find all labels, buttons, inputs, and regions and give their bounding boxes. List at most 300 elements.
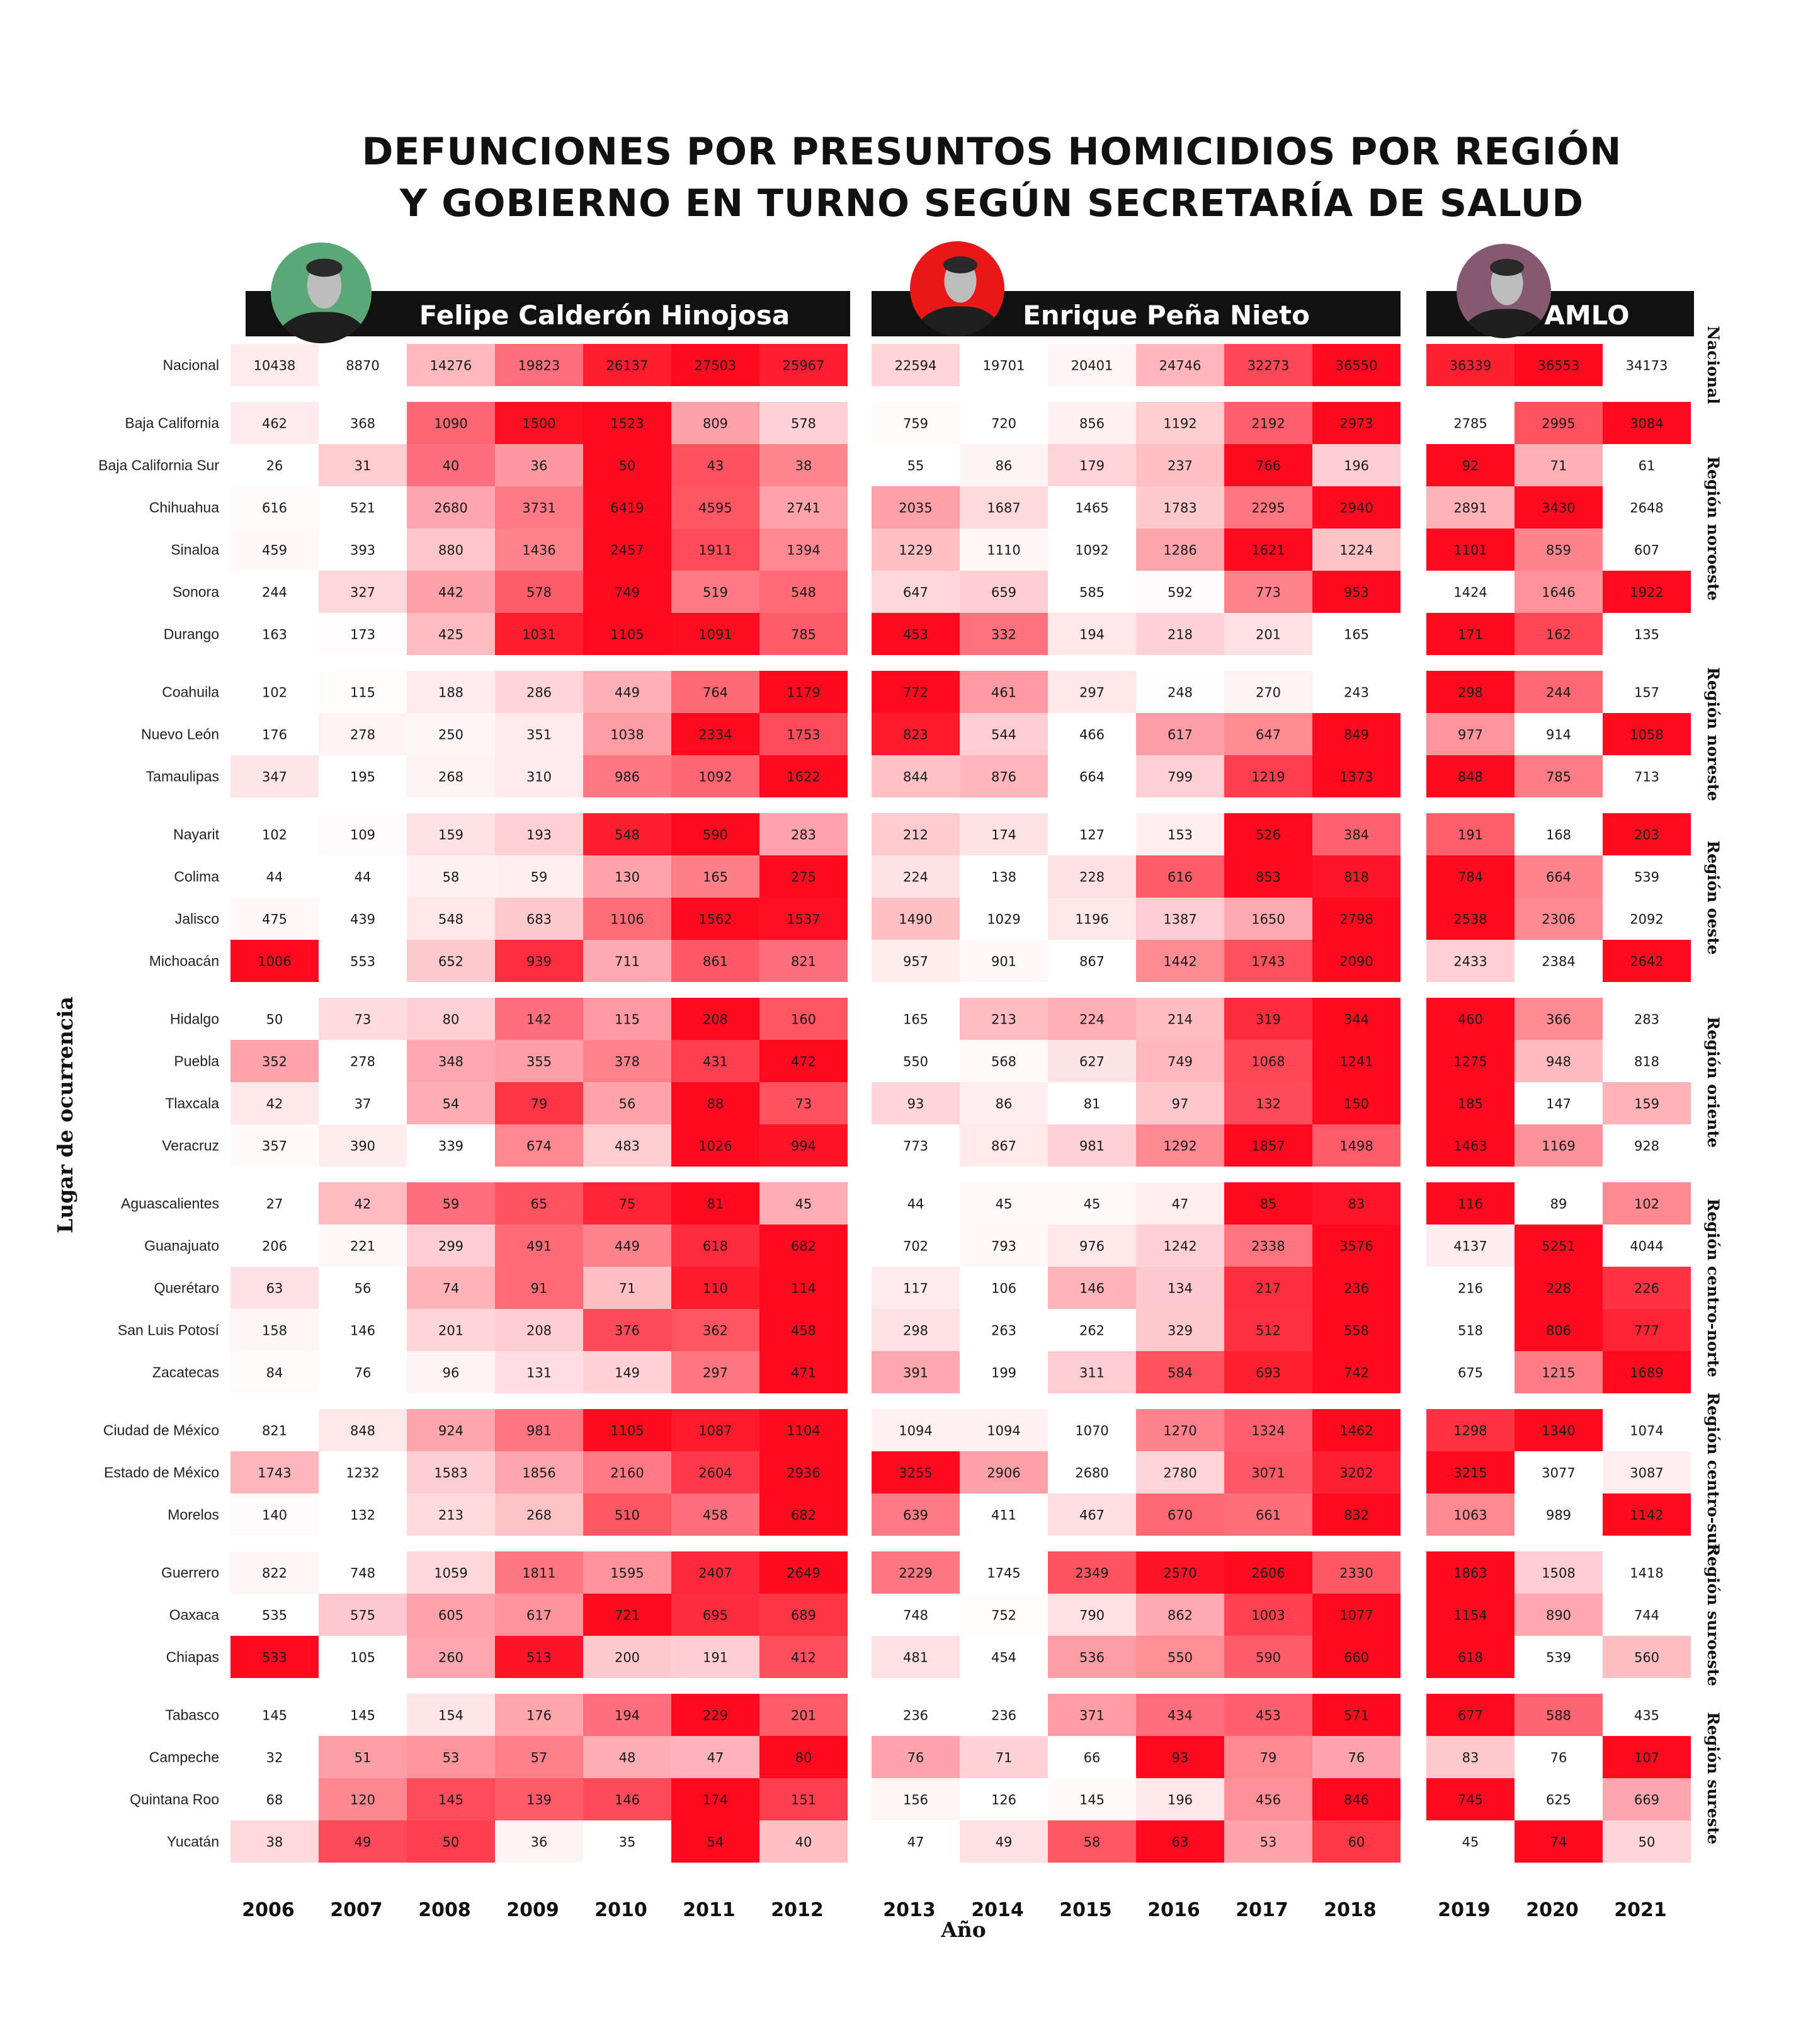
row-label-chiapas: Chiapas	[166, 1648, 219, 1665]
cell-label-michoacan-2007: 553	[350, 954, 376, 969]
cell-label-colima-2017: 853	[1255, 869, 1282, 885]
cell-label-tlaxcala-2010: 56	[618, 1096, 636, 1112]
portrait-calderon-icon-hair	[306, 259, 343, 277]
government-banners	[246, 241, 1694, 343]
cell-label-durango-2021: 135	[1634, 627, 1660, 642]
cell-label-yucatan-2019: 45	[1462, 1834, 1479, 1850]
cell-label-durango-2013: 453	[902, 627, 929, 642]
cell-label-chihuahua-2010: 6419	[610, 500, 644, 516]
cell-label-baja-california-sur-2015: 179	[1079, 458, 1105, 474]
cell-label-chihuahua-2019: 2891	[1453, 500, 1487, 516]
cell-label-hidalgo-2008: 80	[442, 1012, 460, 1027]
region-label-region-centro-norte: Región centro-norte	[1704, 1198, 1722, 1378]
cell-label-veracruz-2009: 674	[526, 1138, 552, 1154]
cell-label-chiapas-2018: 660	[1343, 1650, 1370, 1665]
cell-label-puebla-2007: 278	[350, 1054, 376, 1070]
cell-label-colima-2010: 130	[614, 869, 640, 885]
cell-label-chihuahua-2013: 2035	[899, 500, 933, 516]
portrait-pena-nieto-icon-hair	[943, 256, 977, 273]
cell-label-campeche-2021: 107	[1634, 1750, 1660, 1766]
cell-label-chiapas-2007: 105	[350, 1650, 376, 1665]
row-label-baja-california: Baja California	[125, 414, 219, 431]
cell-label-chiapas-2013: 481	[902, 1650, 929, 1665]
year-label-2010: 2010	[594, 1899, 647, 1921]
cell-label-tamaulipas-2013: 844	[902, 769, 929, 785]
cell-label-jalisco-2010: 1106	[610, 911, 644, 927]
banner-label-felipe-calderon-hinojosa: Felipe Calderón Hinojosa	[419, 300, 790, 331]
cell-label-guerrero-2008: 1059	[434, 1565, 468, 1581]
cell-label-baja-california-sur-2021: 61	[1638, 458, 1656, 474]
cell-label-estado-de-mexico-2017: 3071	[1251, 1465, 1285, 1481]
row-label-tabasco: Tabasco	[165, 1706, 219, 1723]
cell-label-nayarit-2011: 590	[702, 827, 729, 843]
cell-label-baja-california-2013: 759	[902, 416, 929, 431]
cell-label-sinaloa-2007: 393	[350, 542, 376, 558]
banner-label-enrique-pena-nieto: Enrique Peña Nieto	[1023, 300, 1310, 331]
cell-label-tabasco-2016: 434	[1167, 1708, 1193, 1723]
cell-label-hidalgo-2009: 142	[526, 1012, 552, 1027]
cell-label-sonora-2009: 578	[526, 585, 552, 600]
year-label-2007: 2007	[330, 1899, 383, 1921]
cell-label-aguascalientes-2011: 81	[707, 1196, 724, 1212]
cell-label-nuevo-leon-2010: 1038	[610, 727, 644, 743]
cell-label-coahuila-2015: 297	[1079, 685, 1105, 700]
cell-label-coahuila-2007: 115	[350, 685, 376, 700]
cell-label-quintana-roo-2019: 745	[1457, 1792, 1484, 1808]
cell-label-colima-2015: 228	[1079, 869, 1105, 885]
cell-label-puebla-2015: 627	[1079, 1054, 1105, 1070]
cell-label-oaxaca-2011: 695	[702, 1607, 729, 1623]
cell-label-veracruz-2016: 1292	[1163, 1138, 1197, 1154]
cell-label-quintana-roo-2017: 456	[1255, 1792, 1282, 1808]
cell-label-yucatan-2021: 50	[1638, 1834, 1656, 1850]
cell-label-colima-2009: 59	[530, 869, 548, 885]
cell-label-baja-california-sur-2007: 31	[354, 458, 372, 474]
cell-label-nayarit-2007: 109	[350, 827, 376, 843]
cell-label-oaxaca-2010: 721	[614, 1607, 640, 1623]
cell-label-hidalgo-2021: 283	[1634, 1012, 1660, 1027]
cell-label-sinaloa-2006: 459	[261, 542, 288, 558]
cell-label-hidalgo-2019: 460	[1457, 1012, 1484, 1027]
row-label-yucatan: Yucatán	[166, 1833, 219, 1850]
region-label-region-suroeste: Región suroeste	[1704, 1543, 1722, 1686]
cell-label-nacional-2020: 36553	[1537, 358, 1580, 374]
cell-label-michoacan-2016: 1442	[1163, 954, 1197, 969]
cell-label-estado-de-mexico-2021: 3087	[1630, 1465, 1664, 1481]
cell-label-san-luis-potosi-2009: 208	[526, 1323, 552, 1339]
cell-label-quintana-roo-2018: 846	[1343, 1792, 1370, 1808]
cell-label-nuevo-leon-2013: 823	[902, 727, 929, 743]
cell-label-oaxaca-2008: 605	[438, 1607, 464, 1623]
cell-label-guerrero-2018: 2330	[1339, 1565, 1373, 1581]
cell-label-campeche-2006: 32	[266, 1750, 283, 1766]
cell-label-guanajuato-2008: 299	[438, 1238, 464, 1254]
cell-label-morelos-2019: 1063	[1453, 1507, 1487, 1523]
cell-label-chihuahua-2011: 4595	[698, 500, 732, 516]
cell-label-durango-2009: 1031	[522, 627, 556, 642]
cell-label-nacional-2014: 19701	[982, 358, 1025, 374]
cell-label-hidalgo-2013: 165	[902, 1012, 929, 1027]
cell-label-tabasco-2013: 236	[902, 1708, 929, 1723]
cell-label-estado-de-mexico-2012: 2936	[787, 1465, 821, 1481]
cell-label-guerrero-2009: 1811	[522, 1565, 556, 1581]
cell-label-yucatan-2010: 35	[618, 1834, 636, 1850]
cell-label-tamaulipas-2019: 848	[1457, 769, 1484, 785]
cell-label-zacatecas-2008: 96	[442, 1365, 460, 1381]
cell-label-nuevo-leon-2012: 1753	[787, 727, 821, 743]
row-label-campeche: Campeche	[149, 1749, 219, 1766]
cell-label-estado-de-mexico-2013: 3255	[899, 1465, 933, 1481]
row-label-tlaxcala: Tlaxcala	[165, 1095, 219, 1112]
cell-label-guanajuato-2011: 618	[702, 1238, 729, 1254]
cell-label-chihuahua-2018: 2940	[1339, 500, 1373, 516]
cell-label-queretaro-2018: 236	[1343, 1281, 1370, 1296]
heatmap-cells	[230, 344, 1691, 1863]
cell-label-nacional-2012: 25967	[782, 358, 825, 374]
cell-label-estado-de-mexico-2006: 1743	[258, 1465, 292, 1481]
region-label-region-oeste: Región oeste	[1704, 840, 1722, 955]
cell-label-yucatan-2009: 36	[530, 1834, 548, 1850]
cell-label-durango-2012: 785	[790, 627, 817, 642]
cell-label-chiapas-2009: 513	[526, 1650, 552, 1665]
cell-label-sonora-2010: 749	[614, 585, 640, 600]
cell-label-nayarit-2012: 283	[790, 827, 817, 843]
cell-label-puebla-2013: 550	[902, 1054, 929, 1070]
cell-label-nacional-2019: 36339	[1449, 358, 1492, 374]
cell-label-aguascalientes-2020: 89	[1550, 1196, 1567, 1212]
cell-label-guanajuato-2017: 2338	[1251, 1238, 1285, 1254]
cell-label-michoacan-2011: 861	[702, 954, 729, 969]
cell-label-morelos-2009: 268	[526, 1507, 552, 1523]
cell-label-morelos-2016: 670	[1167, 1507, 1193, 1523]
cell-label-guanajuato-2014: 793	[991, 1238, 1017, 1254]
cell-label-nacional-2009: 19823	[518, 358, 560, 374]
cell-label-colima-2013: 224	[902, 869, 929, 885]
cell-label-chihuahua-2006: 616	[261, 500, 288, 516]
cell-label-sinaloa-2016: 1286	[1163, 542, 1197, 558]
cell-label-coahuila-2013: 772	[902, 685, 929, 700]
cell-label-quintana-roo-2010: 146	[614, 1792, 640, 1808]
region-labels	[1704, 326, 1722, 1844]
chart-title-line-1: DEFUNCIONES POR PRESUNTOS HOMICIDIOS POR REGIÓN	[361, 130, 1622, 174]
year-label-2006: 2006	[242, 1899, 295, 1921]
cell-label-campeche-2014: 71	[995, 1750, 1013, 1766]
cell-label-jalisco-2014: 1029	[987, 911, 1021, 927]
cell-label-morelos-2012: 682	[790, 1507, 817, 1523]
cell-label-sinaloa-2011: 1911	[698, 542, 732, 558]
cell-label-coahuila-2008: 188	[438, 685, 464, 700]
cell-label-nacional-2007: 8870	[346, 358, 380, 374]
cell-label-baja-california-sur-2020: 71	[1550, 458, 1567, 474]
cell-label-san-luis-potosi-2020: 806	[1545, 1323, 1572, 1339]
year-label-2009: 2009	[506, 1899, 559, 1921]
cell-label-tamaulipas-2021: 713	[1634, 769, 1660, 785]
cell-label-campeche-2007: 51	[354, 1750, 372, 1766]
cell-label-hidalgo-2016: 214	[1167, 1012, 1193, 1027]
cell-label-estado-de-mexico-2018: 3202	[1339, 1465, 1373, 1481]
cell-label-ciudad-de-mexico-2010: 1105	[610, 1423, 644, 1439]
cell-label-chihuahua-2020: 3430	[1542, 500, 1576, 516]
cell-label-sinaloa-2015: 1092	[1075, 542, 1109, 558]
cell-label-michoacan-2015: 867	[1079, 954, 1105, 969]
cell-label-baja-california-sur-2013: 55	[907, 458, 924, 474]
row-label-veracruz: Veracruz	[162, 1137, 219, 1154]
cell-label-baja-california-2018: 2973	[1339, 416, 1373, 431]
row-label-nayarit: Nayarit	[173, 826, 219, 843]
cell-label-hidalgo-2011: 208	[702, 1012, 729, 1027]
cell-label-ciudad-de-mexico-2019: 1298	[1453, 1423, 1487, 1439]
cell-label-jalisco-2008: 548	[438, 911, 464, 927]
cell-label-baja-california-2006: 462	[261, 416, 288, 431]
cell-label-san-luis-potosi-2019: 518	[1457, 1323, 1484, 1339]
cell-label-sinaloa-2012: 1394	[787, 542, 821, 558]
row-label-tamaulipas: Tamaulipas	[145, 768, 219, 785]
cell-label-tabasco-2008: 154	[438, 1708, 464, 1723]
cell-label-baja-california-2008: 1090	[434, 416, 468, 431]
cell-label-zacatecas-2015: 311	[1079, 1365, 1105, 1381]
cell-label-ciudad-de-mexico-2020: 1340	[1542, 1423, 1576, 1439]
cell-label-sonora-2020: 1646	[1542, 585, 1576, 600]
cell-label-nayarit-2017: 526	[1255, 827, 1282, 843]
cell-label-sinaloa-2020: 859	[1545, 542, 1572, 558]
cell-label-coahuila-2017: 270	[1255, 685, 1282, 700]
cell-label-michoacan-2014: 901	[991, 954, 1017, 969]
cell-label-tabasco-2018: 571	[1343, 1708, 1370, 1723]
cell-label-colima-2011: 165	[702, 869, 729, 885]
year-label-2021: 2021	[1614, 1899, 1667, 1921]
y-axis-title: Lugar de ocurrencia	[53, 996, 77, 1233]
cell-label-durango-2006: 163	[261, 627, 288, 642]
cell-label-yucatan-2013: 47	[907, 1834, 924, 1850]
cell-label-zacatecas-2012: 471	[790, 1365, 817, 1381]
row-label-estado-de-mexico: Estado de México	[104, 1464, 219, 1481]
cell-label-yucatan-2017: 53	[1259, 1834, 1277, 1850]
cell-label-queretaro-2017: 217	[1255, 1281, 1282, 1296]
cell-label-coahuila-2018: 243	[1343, 685, 1370, 700]
cell-label-tlaxcala-2009: 79	[530, 1096, 548, 1112]
row-label-morelos: Morelos	[168, 1506, 219, 1523]
cell-label-baja-california-2010: 1523	[610, 416, 644, 431]
cell-label-puebla-2008: 348	[438, 1054, 464, 1070]
cell-label-tabasco-2020: 588	[1545, 1708, 1572, 1723]
cell-label-yucatan-2018: 60	[1348, 1834, 1365, 1850]
cell-label-jalisco-2020: 2306	[1542, 911, 1576, 927]
cell-label-guerrero-2021: 1418	[1630, 1565, 1664, 1581]
cell-label-zacatecas-2007: 76	[354, 1365, 372, 1381]
cell-label-quintana-roo-2009: 139	[526, 1792, 552, 1808]
cell-label-nacional-2021: 34173	[1625, 358, 1668, 374]
cell-label-queretaro-2013: 117	[902, 1281, 929, 1296]
cell-label-san-luis-potosi-2008: 201	[438, 1323, 464, 1339]
cell-label-campeche-2015: 66	[1083, 1750, 1101, 1766]
cell-label-sinaloa-2019: 1101	[1453, 542, 1487, 558]
cell-label-guerrero-2006: 822	[261, 1565, 288, 1581]
cell-label-estado-de-mexico-2014: 2906	[987, 1465, 1021, 1481]
cell-label-chihuahua-2015: 1465	[1075, 500, 1109, 516]
cell-label-michoacan-2012: 821	[790, 954, 817, 969]
cell-label-hidalgo-2007: 73	[354, 1012, 372, 1027]
cell-label-veracruz-2008: 339	[438, 1138, 464, 1154]
cell-label-zacatecas-2014: 199	[991, 1365, 1017, 1381]
cell-label-queretaro-2010: 71	[618, 1281, 636, 1296]
row-label-sonora: Sonora	[172, 583, 219, 600]
cell-label-nayarit-2021: 203	[1634, 827, 1660, 843]
cell-label-estado-de-mexico-2011: 2604	[698, 1465, 732, 1481]
cell-label-baja-california-sur-2010: 50	[618, 458, 636, 474]
cell-label-sonora-2006: 244	[261, 585, 288, 600]
cell-label-nuevo-leon-2017: 647	[1255, 727, 1282, 743]
cell-label-guerrero-2010: 1595	[610, 1565, 644, 1581]
cell-label-queretaro-2011: 110	[702, 1281, 729, 1296]
cell-label-nuevo-leon-2020: 914	[1545, 727, 1572, 743]
cell-label-puebla-2017: 1068	[1251, 1054, 1285, 1070]
cell-label-zacatecas-2011: 297	[702, 1365, 729, 1381]
cell-label-morelos-2017: 661	[1255, 1507, 1282, 1523]
cell-label-oaxaca-2009: 617	[526, 1607, 552, 1623]
cell-label-colima-2021: 539	[1634, 869, 1660, 885]
cell-label-hidalgo-2006: 50	[266, 1012, 283, 1027]
cell-label-oaxaca-2013: 748	[902, 1607, 929, 1623]
cell-label-tlaxcala-2019: 185	[1457, 1096, 1484, 1112]
cell-label-yucatan-2008: 50	[442, 1834, 460, 1850]
cell-label-chihuahua-2021: 2648	[1630, 500, 1664, 516]
cell-label-coahuila-2006: 102	[261, 685, 288, 700]
cell-label-tabasco-2019: 677	[1457, 1708, 1484, 1723]
cell-label-puebla-2018: 1241	[1339, 1054, 1373, 1070]
cell-label-baja-california-2011: 809	[702, 416, 729, 431]
cell-label-guanajuato-2010: 449	[614, 1238, 640, 1254]
cell-label-quintana-roo-2021: 669	[1634, 1792, 1660, 1808]
cell-label-nuevo-leon-2008: 250	[438, 727, 464, 743]
cell-label-puebla-2020: 948	[1545, 1054, 1572, 1070]
cell-label-tamaulipas-2006: 347	[261, 769, 288, 785]
cell-label-chihuahua-2017: 2295	[1251, 500, 1285, 516]
x-axis-title: Año	[941, 1917, 986, 1942]
row-label-hidalgo: Hidalgo	[170, 1010, 219, 1027]
cell-label-guerrero-2013: 2229	[899, 1565, 933, 1581]
row-label-chihuahua: Chihuahua	[149, 499, 219, 516]
cell-label-guerrero-2011: 2407	[698, 1565, 732, 1581]
cell-label-morelos-2008: 213	[438, 1507, 464, 1523]
cell-label-jalisco-2009: 683	[526, 911, 552, 927]
cell-label-sinaloa-2008: 880	[438, 542, 464, 558]
cell-label-tamaulipas-2020: 785	[1545, 769, 1572, 785]
row-label-quintana-roo: Quintana Roo	[130, 1791, 219, 1808]
cell-label-san-luis-potosi-2018: 558	[1343, 1323, 1370, 1339]
cell-label-nayarit-2018: 384	[1343, 827, 1370, 843]
cell-label-nacional-2006: 10438	[253, 358, 296, 374]
cell-label-morelos-2010: 510	[614, 1507, 640, 1523]
cell-label-chihuahua-2008: 2680	[434, 500, 468, 516]
row-label-michoacan: Michoacán	[149, 952, 219, 969]
cell-label-morelos-2011: 458	[702, 1507, 729, 1523]
cell-label-colima-2006: 44	[266, 869, 283, 885]
cell-label-sonora-2012: 548	[790, 585, 817, 600]
cell-label-durango-2018: 165	[1343, 627, 1370, 642]
cell-label-tlaxcala-2008: 54	[442, 1096, 460, 1112]
year-label-2020: 2020	[1526, 1899, 1579, 1921]
cell-label-queretaro-2008: 74	[442, 1281, 460, 1296]
cell-label-campeche-2019: 83	[1462, 1750, 1479, 1766]
cell-label-yucatan-2014: 49	[995, 1834, 1013, 1850]
cell-label-guanajuato-2016: 1242	[1163, 1238, 1197, 1254]
cell-label-tlaxcala-2014: 86	[995, 1096, 1013, 1112]
cell-label-quintana-roo-2014: 126	[991, 1792, 1017, 1808]
year-label-2008: 2008	[418, 1899, 471, 1921]
cell-label-quintana-roo-2011: 174	[702, 1792, 729, 1808]
cell-label-baja-california-sur-2018: 196	[1343, 458, 1370, 474]
cell-label-chiapas-2014: 454	[991, 1650, 1017, 1665]
cell-label-guerrero-2007: 748	[350, 1565, 376, 1581]
cell-label-ciudad-de-mexico-2018: 1462	[1339, 1423, 1373, 1439]
cell-label-puebla-2010: 378	[614, 1054, 640, 1070]
cell-label-coahuila-2011: 764	[702, 685, 729, 700]
cell-label-durango-2016: 218	[1167, 627, 1193, 642]
cell-label-quintana-roo-2008: 145	[438, 1792, 464, 1808]
cell-label-aguascalientes-2021: 102	[1634, 1196, 1660, 1212]
cell-label-sonora-2019: 1424	[1453, 585, 1487, 600]
cell-label-guerrero-2017: 2606	[1251, 1565, 1285, 1581]
cell-label-coahuila-2010: 449	[614, 685, 640, 700]
row-label-jalisco: Jalisco	[174, 910, 219, 927]
cell-label-coahuila-2014: 461	[991, 685, 1017, 700]
cell-label-oaxaca-2006: 535	[261, 1607, 288, 1623]
row-label-durango: Durango	[163, 625, 219, 642]
cell-label-jalisco-2007: 439	[350, 911, 376, 927]
cell-label-hidalgo-2010: 115	[614, 1012, 640, 1027]
cell-label-tamaulipas-2010: 986	[614, 769, 640, 785]
cell-label-nacional-2018: 36550	[1335, 358, 1378, 374]
cell-label-estado-de-mexico-2008: 1583	[434, 1465, 468, 1481]
cell-label-ciudad-de-mexico-2011: 1087	[698, 1423, 732, 1439]
cell-label-chiapas-2016: 550	[1167, 1650, 1193, 1665]
cell-label-guerrero-2012: 2649	[787, 1565, 821, 1581]
cell-label-nuevo-leon-2011: 2334	[698, 727, 732, 743]
cell-label-aguascalientes-2015: 45	[1083, 1196, 1101, 1212]
cell-label-puebla-2006: 352	[261, 1054, 288, 1070]
cell-label-nayarit-2016: 153	[1167, 827, 1193, 843]
cell-label-guerrero-2016: 2570	[1163, 1565, 1197, 1581]
cell-label-durango-2008: 425	[438, 627, 464, 642]
cell-label-nuevo-leon-2015: 466	[1079, 727, 1105, 743]
cell-label-san-luis-potosi-2017: 512	[1255, 1323, 1282, 1339]
row-label-baja-california-sur: Baja California Sur	[98, 457, 219, 474]
cell-label-campeche-2009: 57	[530, 1750, 548, 1766]
cell-label-chiapas-2012: 412	[790, 1650, 817, 1665]
cell-label-nuevo-leon-2018: 849	[1343, 727, 1370, 743]
region-label-region-oriente: Región oriente	[1704, 1016, 1722, 1148]
cell-label-aguascalientes-2009: 65	[530, 1196, 548, 1212]
cell-label-san-luis-potosi-2014: 263	[991, 1323, 1017, 1339]
cell-label-aguascalientes-2018: 83	[1348, 1196, 1365, 1212]
cell-label-sonora-2011: 519	[702, 585, 729, 600]
cell-label-nayarit-2020: 168	[1545, 827, 1572, 843]
cell-label-estado-de-mexico-2020: 3077	[1542, 1465, 1576, 1481]
cell-label-baja-california-2015: 856	[1079, 416, 1105, 431]
cell-label-san-luis-potosi-2012: 458	[790, 1323, 817, 1339]
cell-label-baja-california-sur-2014: 86	[995, 458, 1013, 474]
cell-label-guanajuato-2006: 206	[261, 1238, 288, 1254]
cell-label-jalisco-2012: 1537	[787, 911, 821, 927]
cell-label-durango-2019: 171	[1457, 627, 1484, 642]
cell-label-estado-de-mexico-2010: 2160	[610, 1465, 644, 1481]
cell-label-ciudad-de-mexico-2012: 1104	[787, 1423, 821, 1439]
cell-label-sonora-2008: 442	[438, 585, 464, 600]
cell-label-jalisco-2021: 2092	[1630, 911, 1664, 927]
portrait-amlo-icon-hair	[1490, 259, 1524, 276]
cell-label-ciudad-de-mexico-2007: 848	[350, 1423, 376, 1439]
cell-label-yucatan-2011: 54	[707, 1834, 724, 1850]
